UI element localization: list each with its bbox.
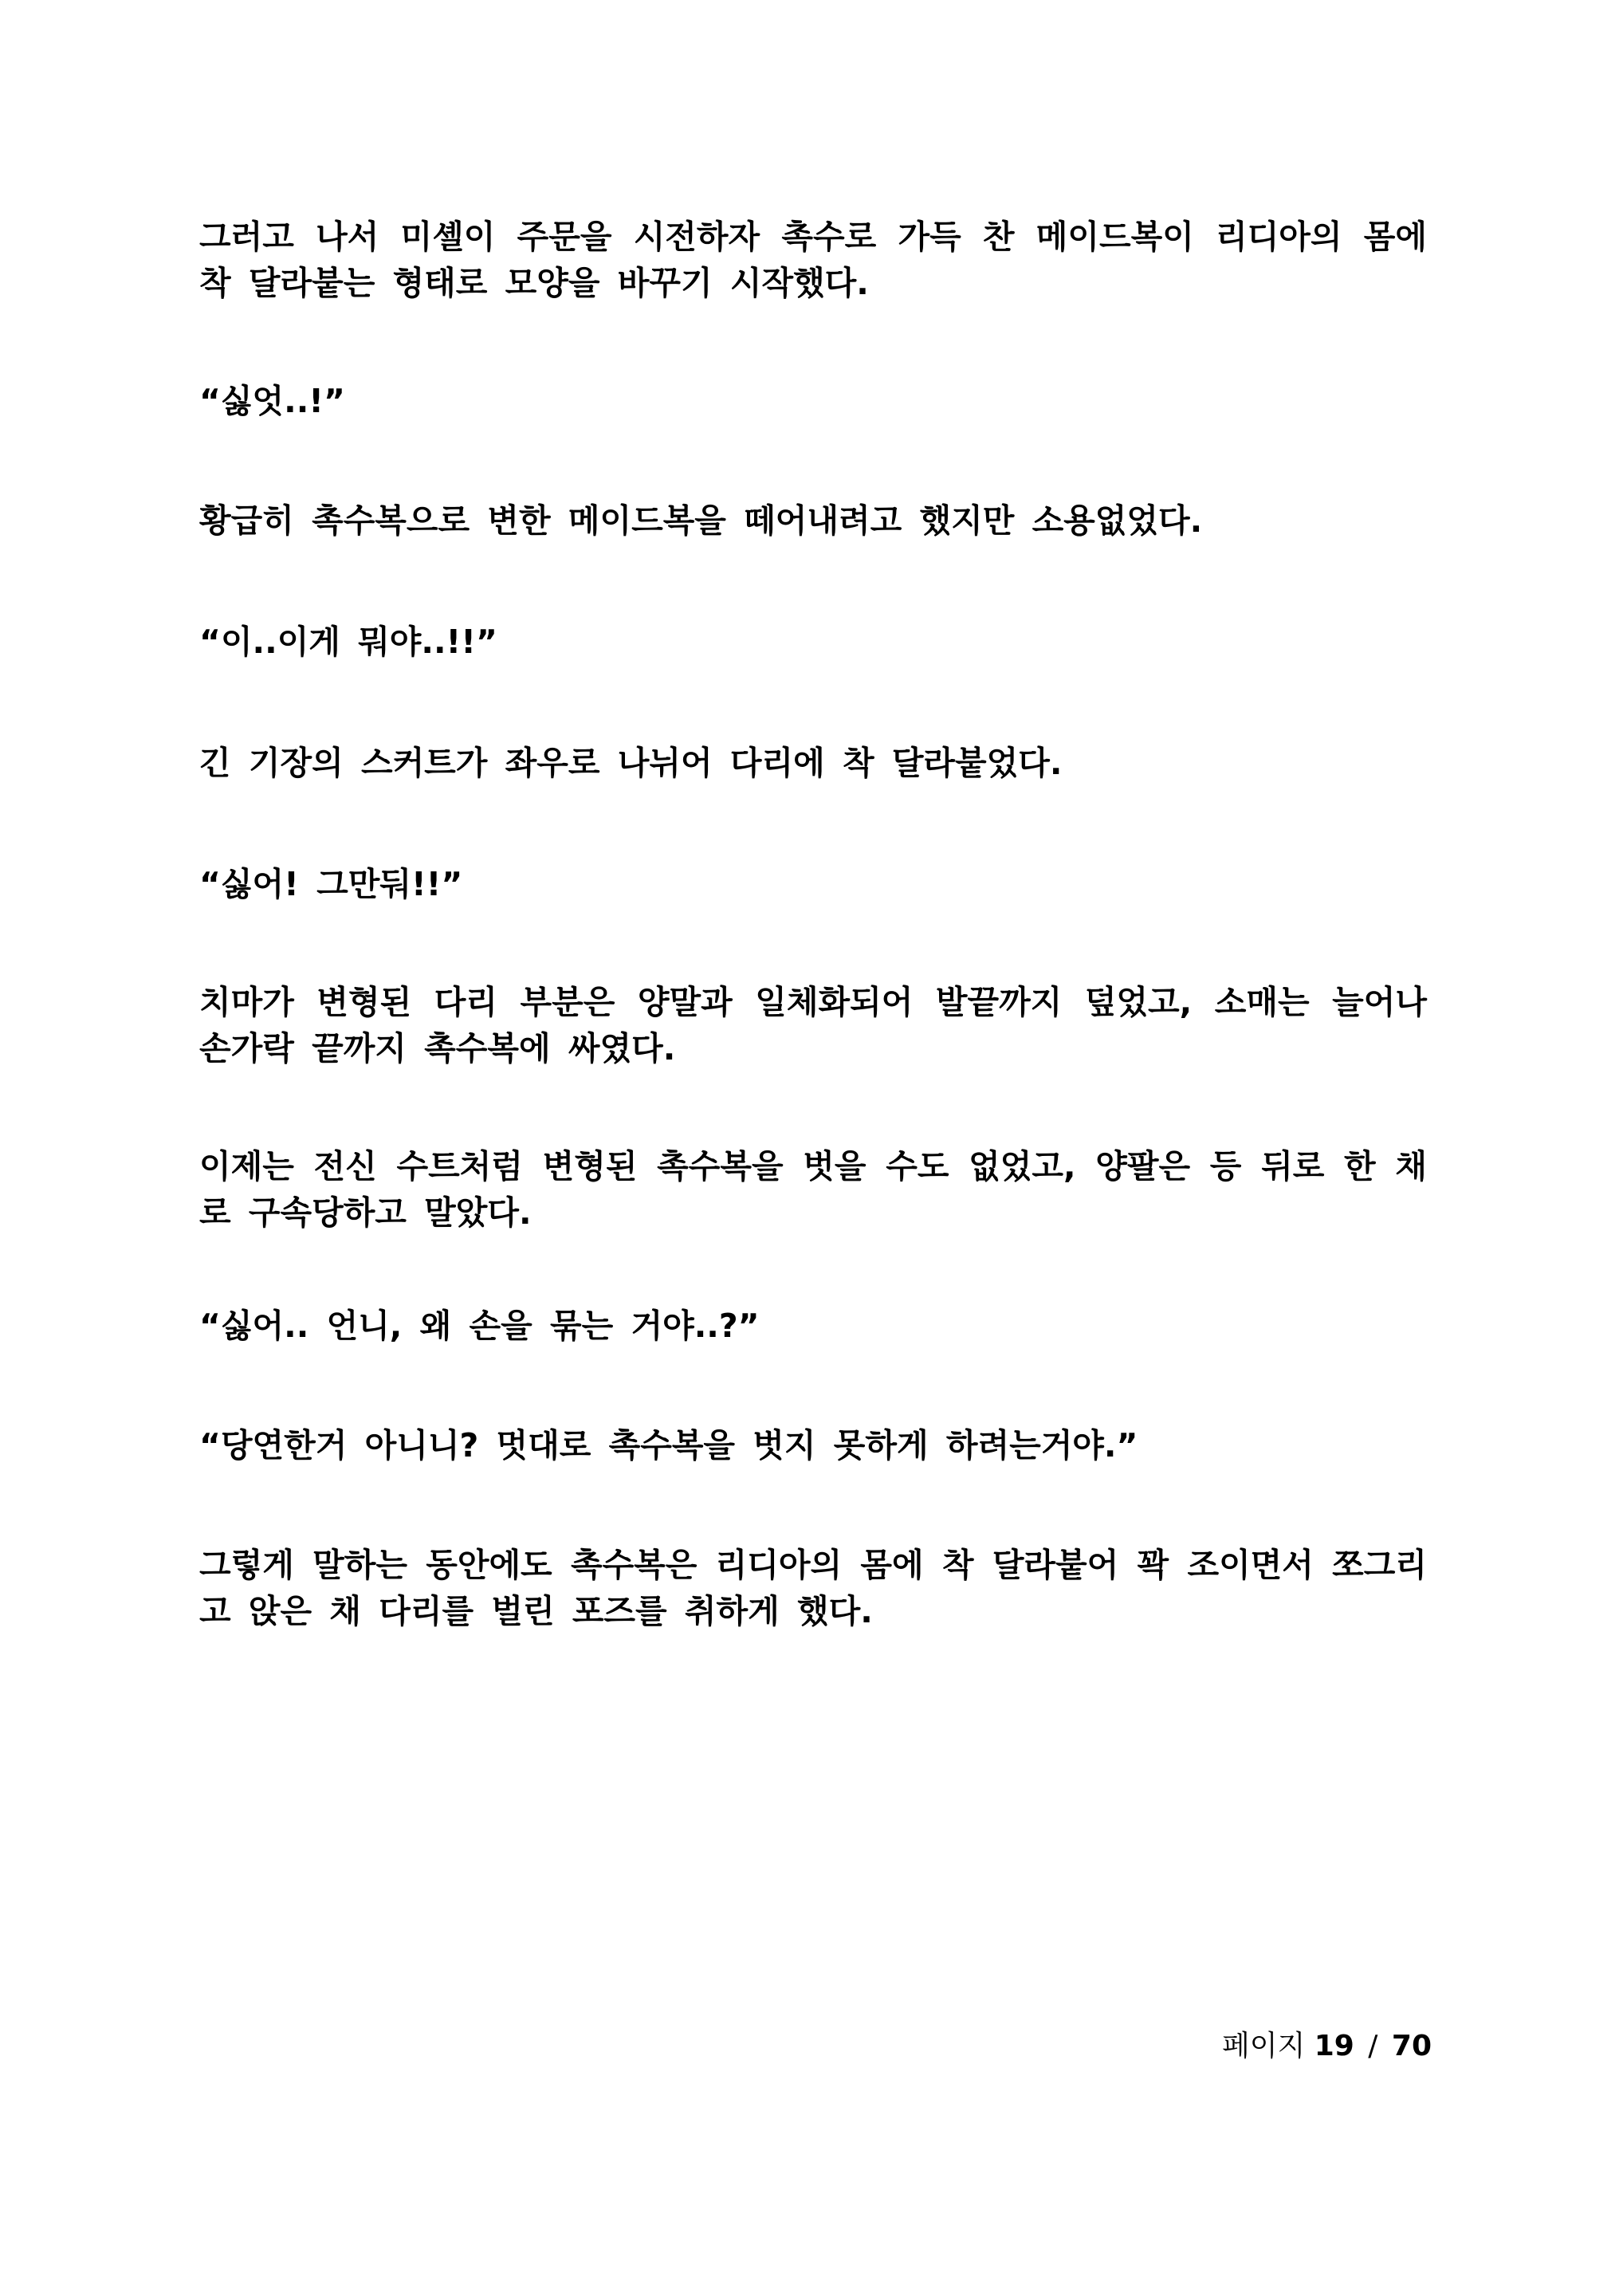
paragraph-3: 황급히 촉수복으로 변한 메이드복을 떼어내려고 했지만 소용없었다. [199, 501, 1203, 540]
page-label: 페이지 [1221, 2030, 1306, 2062]
page-separator: / [1368, 2030, 1378, 2062]
total-pages: 70 [1391, 2030, 1432, 2062]
paragraph-4: “이..이게 뭐야..!!” [199, 623, 497, 661]
current-page: 19 [1314, 2030, 1354, 2062]
paragraph-1: 그러고 나서 미셸이 주문을 시전하자 촉수로 가득 찬 메이드복이 리디아의 몸에 착 달라붙는 형태로 모양을 바꾸기 시작했다. [199, 218, 1427, 302]
paragraph-8: 이제는 전신 수트처럼 변형된 촉수복을 벗을 수도 없었고, 양팔은 등 뒤로 한 채로 구속당하고 말았다. [199, 1147, 1427, 1232]
paragraph-9: “싫어.. 언니, 왜 손을 묶는 거야..?” [199, 1307, 760, 1345]
paragraph-6: “싫어! 그만둬!!” [199, 865, 463, 903]
paragraph-11: 그렇게 말하는 동안에도 촉수복은 리디아의 몸에 착 달라붙어 꽉 조이면서 쪼그리고 앉은 채 다리를 벌린 포즈를 취하게 했다. [199, 1546, 1427, 1630]
paragraph-7: 치마가 변형된 다리 부분은 양말과 일체화되어 발끝까지 덮었고, 소매는 늘어나 손가락 끝까지 촉수복에 싸였다. [199, 983, 1427, 1067]
paragraph-2: “싫엇..!” [199, 382, 345, 420]
paragraph-10: “당연한거 아니니? 멋대로 촉수복을 벗지 못하게 하려는거야.” [199, 1426, 1138, 1464]
page-number [1222, 2027, 1432, 2066]
paragraph-5: 긴 기장의 스커트가 좌우로 나뉘어 다리에 착 달라붙었다. [199, 744, 1063, 782]
